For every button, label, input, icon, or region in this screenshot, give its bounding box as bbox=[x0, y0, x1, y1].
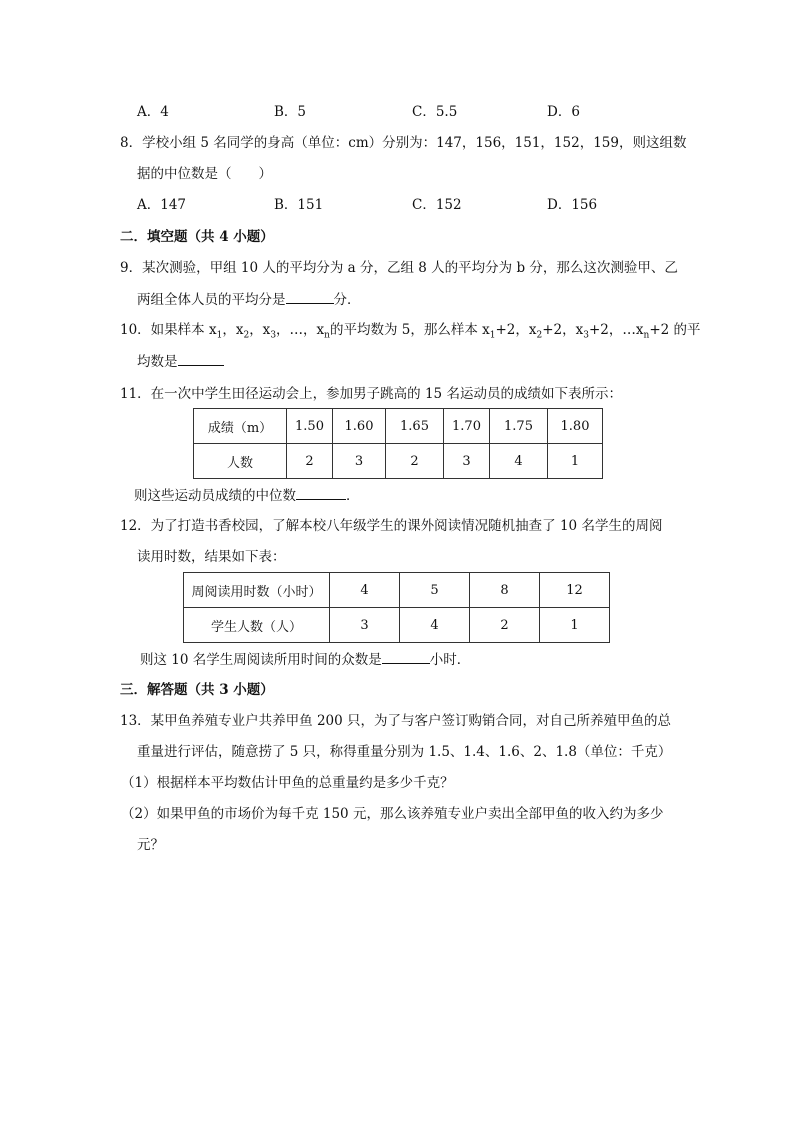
q11-table-data-row bbox=[194, 444, 603, 479]
q12-after-text: 则这 10 名学生周阅读所用时间的众数是 bbox=[140, 652, 382, 668]
q10-subscript: 2 bbox=[243, 330, 250, 341]
q9-line-2-suffix: 分． bbox=[333, 292, 361, 308]
q10-text: 的平均数为 5，那么样本 x bbox=[329, 322, 490, 338]
q12-table-cell: 学生人数（人） bbox=[184, 608, 330, 643]
q7-option-b: B．5 bbox=[274, 104, 307, 120]
q12-table-cell: 周阅读用时数（小时） bbox=[184, 573, 330, 608]
q12-reading-table bbox=[183, 572, 610, 643]
q13-sub-2-line-2: 元？ bbox=[137, 837, 164, 853]
q11-answer-blank bbox=[296, 486, 346, 500]
q11-score-table bbox=[193, 408, 603, 479]
q9-line-1: 9．某次测验，甲组 10 人的平均分为 a 分，乙组 8 人的平均分为 b 分，那么这次测验甲、乙 bbox=[120, 260, 678, 276]
q11-table-header-row bbox=[194, 409, 603, 444]
q7-option-d: D．6 bbox=[547, 104, 580, 120]
q12-table-cell: 4 bbox=[330, 573, 400, 608]
q10-text: ，…，x bbox=[276, 322, 325, 338]
q9-answer-blank bbox=[286, 290, 334, 304]
q12-line-2: 读用时数，结果如下表： bbox=[137, 549, 286, 565]
q11-table-cell: 3 bbox=[444, 444, 490, 479]
q11-table-cell: 成绩（m） bbox=[194, 409, 287, 444]
q12-after-table bbox=[140, 650, 470, 669]
q7-option-c: C．5.5 bbox=[412, 104, 458, 120]
q12-table-data-row bbox=[184, 608, 610, 643]
q10-subscript: 3 bbox=[583, 330, 589, 341]
q12-table-cell: 4 bbox=[400, 608, 470, 643]
q11-table-cell: 人数 bbox=[194, 444, 287, 479]
q12-table-cell: 12 bbox=[540, 573, 610, 608]
q10-text: 10．如果样本 x bbox=[120, 322, 217, 338]
q11-table-cell: 1.65 bbox=[386, 409, 444, 444]
q11-table-cell: 1.80 bbox=[548, 409, 603, 444]
q12-table-cell: 8 bbox=[470, 573, 540, 608]
q10-text: +2，…x bbox=[589, 322, 644, 338]
q8-option-d: D．156 bbox=[547, 197, 598, 213]
q12-after-suffix: 小时． bbox=[429, 652, 471, 668]
q11-table-cell: 1.50 bbox=[287, 409, 333, 444]
q12-line-1: 12．为了打造书香校园，了解本校八年级学生的课外阅读情况随机抽查了 10 名学生的周阅 bbox=[120, 518, 663, 534]
q8-line-1: 8．学校小组 5 名同学的身高（单位：cm）分别为：147，156，151，152，159，则这组数 bbox=[120, 135, 687, 151]
q12-table-cell: 1 bbox=[540, 608, 610, 643]
q13-sub-2-line-1: （2）如果甲鱼的市场价为每千克 150 元，那么该养殖专业户卖出全部甲鱼的收入约为多少 bbox=[121, 806, 664, 822]
q10-subscript: 1 bbox=[489, 330, 496, 341]
q10-subscript: n bbox=[643, 330, 650, 341]
q11-table-cell: 2 bbox=[386, 444, 444, 479]
q8-option-a: A．147 bbox=[137, 197, 187, 213]
q11-table-cell: 1 bbox=[548, 444, 603, 479]
q13-line-1: 13．某甲鱼养殖专业户共养甲鱼 200 只，为了与客户签订购销合同，对自己所养殖甲鱼的总 bbox=[120, 713, 672, 729]
q10-text: +2，x bbox=[542, 322, 584, 338]
q10-text: +2 的平 bbox=[649, 322, 701, 338]
q12-table-cell: 5 bbox=[400, 573, 470, 608]
q11-table-cell: 1.75 bbox=[490, 409, 548, 444]
q13-sub-1: （1）根据样本平均数估计甲鱼的总重量约是多少千克？ bbox=[121, 775, 454, 791]
q10-subscript: 1 bbox=[216, 330, 223, 341]
section-2-title: 二．填空题（共 4 小题） bbox=[120, 229, 274, 245]
q12-answer-blank bbox=[382, 650, 430, 664]
q8-option-b: B．151 bbox=[274, 197, 324, 213]
section-3-title: 三．解答题（共 3 小题） bbox=[120, 682, 274, 698]
q10-line-1 bbox=[120, 321, 701, 339]
q10-answer-blank bbox=[178, 352, 224, 366]
q7-option-a: A．4 bbox=[137, 104, 169, 120]
q11-table-cell: 1.60 bbox=[333, 409, 386, 444]
q12-table-cell: 2 bbox=[470, 608, 540, 643]
q11-after-suffix: ． bbox=[346, 488, 360, 504]
q9-line-2 bbox=[137, 290, 361, 309]
q10-text: ，x bbox=[249, 322, 271, 338]
q10-subscript: 3 bbox=[270, 330, 277, 341]
q12-table-header-row bbox=[184, 573, 610, 608]
q10-subscript: 2 bbox=[536, 330, 543, 341]
q11-table-cell: 1.70 bbox=[444, 409, 490, 444]
q10-line-2 bbox=[137, 352, 224, 371]
q10-text: +2，x bbox=[495, 322, 537, 338]
q10-line-2-text: 均数是 bbox=[137, 354, 178, 370]
q11-table-cell: 2 bbox=[287, 444, 333, 479]
q8-line-2: 据的中位数是（ ） bbox=[137, 166, 272, 182]
q10-text: ，x bbox=[222, 322, 244, 338]
q9-line-2-text: 两组全体人员的平均分是 bbox=[137, 292, 286, 308]
q11-after-text: 则这些运动员成绩的中位数 bbox=[134, 488, 296, 504]
q11-line-1: 11．在一次中学生田径运动会上，参加男子跳高的 15 名运动员的成绩如下表所示： bbox=[120, 386, 622, 402]
q11-table-cell: 4 bbox=[490, 444, 548, 479]
q12-table-cell: 3 bbox=[330, 608, 400, 643]
q8-option-c: C．152 bbox=[412, 197, 462, 213]
q13-line-2: 重量进行评估，随意捞了 5 只，称得重量分别为 1.5、1.4、1.6、2、1.8（单位：千克） bbox=[137, 744, 672, 760]
q10-subscript: n bbox=[324, 330, 330, 341]
q11-table-cell: 3 bbox=[333, 444, 386, 479]
q11-after-table bbox=[134, 486, 360, 505]
